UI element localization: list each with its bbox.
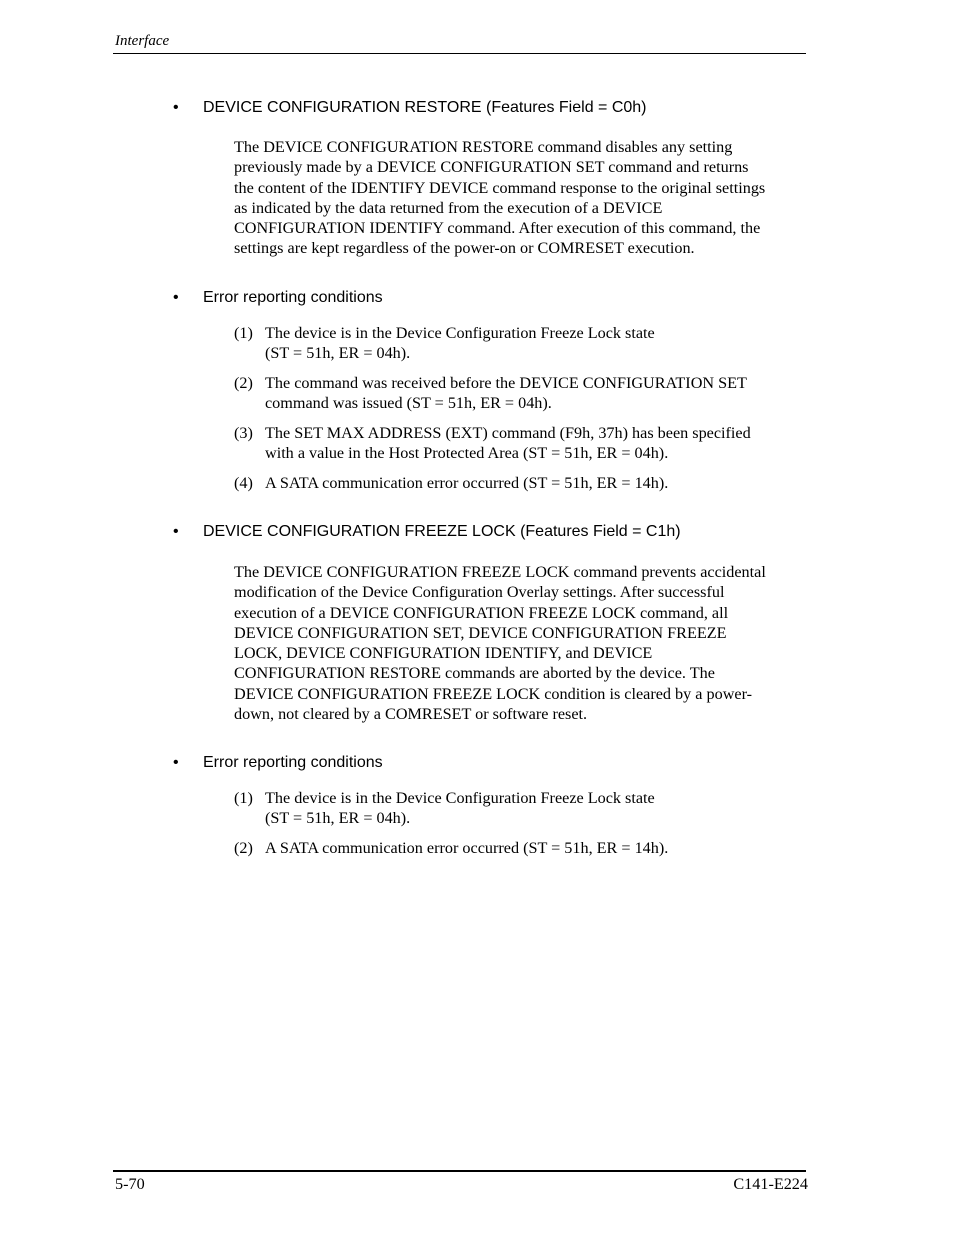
item-line: with a value in the Host Protected Area (ST = 51h, ER = 04h).: [265, 444, 669, 463]
item-line: The SET MAX ADDRESS (EXT) command (F9h, 37h) has been specified: [265, 424, 751, 442]
item-line: A SATA communication error occurred (ST = 51h, ER = 14h).: [265, 474, 669, 492]
page-number: 5-70: [115, 1175, 145, 1193]
paragraph-line: CONFIGURATION RESTORE commands are aborted by the device. The: [234, 664, 715, 683]
paragraph-line: DEVICE CONFIGURATION FREEZE LOCK condition is cleared by a power-: [234, 684, 753, 703]
item-line: The command was received before the DEVICE CONFIGURATION SET: [265, 374, 747, 392]
paragraph-line: LOCK, DEVICE CONFIGURATION IDENTIFY, and DEVICE: [234, 644, 653, 663]
item-line: A SATA communication error occurred (ST = 51h, ER = 14h).: [265, 839, 669, 857]
paragraph-line: down, not cleared by a COMRESET or software reset.: [234, 705, 588, 724]
header-rule: [113, 53, 806, 54]
bullet-title: Error reporting conditions: [203, 289, 383, 306]
paragraph-line: DEVICE CONFIGURATION SET, DEVICE CONFIGURATION FREEZE: [234, 623, 727, 642]
paragraph-line: modification of the Device Configuration Overlay settings. After successful: [234, 583, 725, 602]
paragraph-line: execution of a DEVICE CONFIGURATION FREEZE LOCK command, all: [234, 603, 729, 622]
paragraph-line: The DEVICE CONFIGURATION FREEZE LOCK command prevents accidental: [234, 563, 766, 581]
item-line: The device is in the Device Configuration Freeze Lock state: [265, 789, 655, 807]
document-id: C141-E224: [733, 1175, 808, 1193]
bullet-title: Error reporting conditions: [203, 754, 383, 771]
paragraph-line: the content of the IDENTIFY DEVICE command response to the original settings: [234, 178, 766, 197]
freeze-lock-description: [234, 562, 808, 724]
paragraph-line: settings are kept regardless of the power-on or COMRESET execution.: [234, 239, 695, 258]
paragraph-line: CONFIGURATION IDENTIFY command. After execution of this command, the: [234, 219, 761, 238]
paragraph-line: as indicated by the data returned from the execution of a DEVICE: [234, 198, 663, 217]
bullet-dot: •: [173, 99, 179, 116]
paragraph-line: The DEVICE CONFIGURATION RESTORE command disables any setting: [234, 138, 733, 156]
bullet-dot: •: [173, 523, 179, 540]
restore-description: [234, 137, 808, 259]
footer-rule: [113, 1170, 806, 1172]
item-line: (ST = 51h, ER = 04h).: [265, 344, 411, 363]
item-number: (1): [234, 324, 253, 342]
item-number: (4): [234, 474, 253, 492]
item-line: (ST = 51h, ER = 04h).: [265, 809, 411, 828]
running-header: Interface: [115, 33, 170, 49]
item-number: (1): [234, 789, 253, 807]
paragraph-line: previously made by a DEVICE CONFIGURATION SET command and returns: [234, 158, 749, 177]
bullet-dot: •: [173, 289, 179, 306]
item-number: (2): [234, 374, 253, 392]
bullet-dot: •: [173, 754, 179, 771]
item-number: (3): [234, 424, 253, 442]
bullet-title: DEVICE CONFIGURATION RESTORE (Features Field = C0h): [203, 99, 647, 116]
item-number: (2): [234, 839, 253, 857]
item-line: The device is in the Device Configuration Freeze Lock state: [265, 324, 655, 342]
bullet-title: DEVICE CONFIGURATION FREEZE LOCK (Features Field = C1h): [203, 523, 681, 540]
item-line: command was issued (ST = 51h, ER = 04h).: [265, 394, 552, 413]
